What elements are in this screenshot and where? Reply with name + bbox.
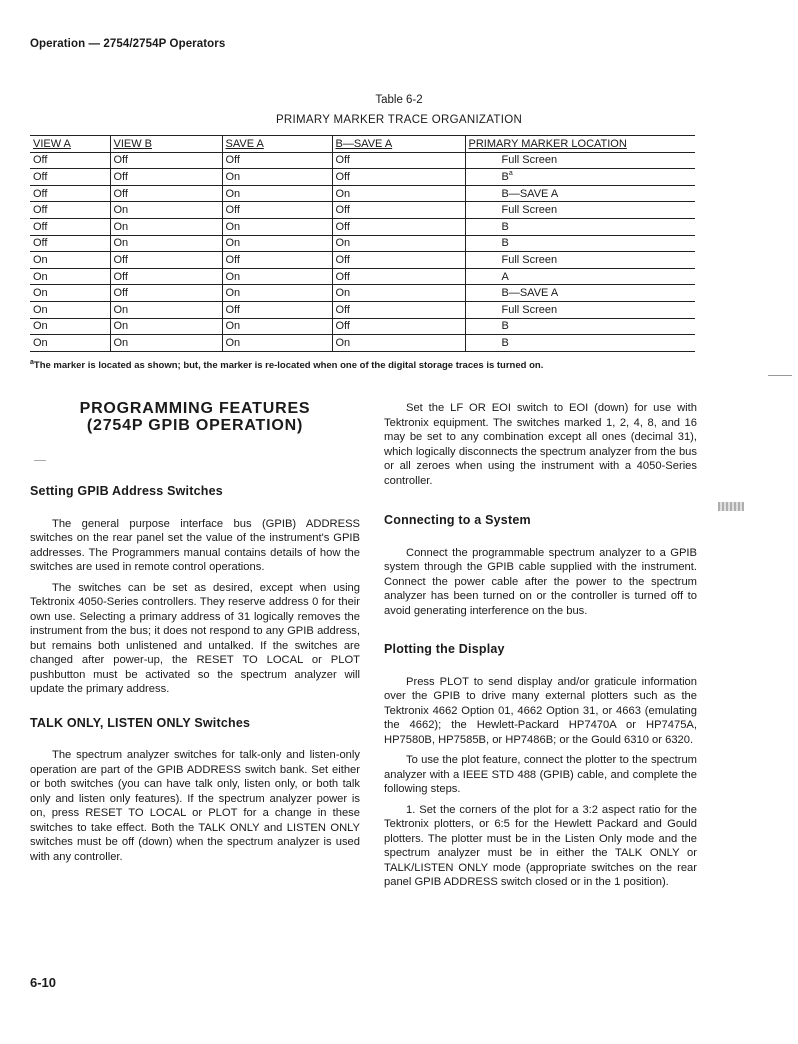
table-cell: On [110,335,222,352]
cell-text: A [501,270,509,283]
cell-text: B—SAVE A [501,187,559,200]
stray-dash [34,460,46,461]
table-footnote [30,359,543,371]
column-header: VIEW A [30,136,110,153]
table-row [30,285,695,302]
cell-text: Full Screen [501,253,558,266]
table-cell [465,185,695,202]
table-cell: Off [110,152,222,169]
footnote-ref: a [508,170,513,178]
cell-text: B [501,171,509,184]
table-cell: On [222,285,332,302]
heading-plotting: Plotting the Display [384,642,505,656]
table-row [30,235,695,252]
table-cell: On [222,335,332,352]
table-row [30,335,695,352]
cell-text: B—SAVE A [501,287,559,300]
table-cell: On [222,185,332,202]
table-cell: Off [30,169,110,186]
table-cell: On [110,318,222,335]
table-cell: Off [110,252,222,269]
table-cell: On [332,285,465,302]
column-header: PRIMARY MARKER LOCATION [465,136,695,153]
table-cell: On [30,285,110,302]
table-cell: On [222,235,332,252]
table-cell: On [332,335,465,352]
table-body [30,152,695,351]
table-cell: Off [222,202,332,219]
table-cell: On [222,268,332,285]
column-header: VIEW B [110,136,222,153]
para-plot-3: 1. Set the corners of the plot for a 3:2 aspect ratio for the Tektronix plotters, or 6:5 for the Hewlett Packard and Gould plotters. The plotter must be in the Listen Only mode and the spectrum analyzer must be in either the TALK ONLY or TALK/LISTEN ONLY mode (appropriate switches on the rear panel GPIB ADDRESS switch closed or in the 1 position). [384,803,697,888]
table-cell: On [30,301,110,318]
table-row [30,252,695,269]
table-cell: Off [110,268,222,285]
para-plot-1: Press PLOT to send display and/or graticule information over the GPIB to drive many external plotters such as the Tektronix 4662 Option 01, 4662 Option 31, or 4663 (emulating the 4662); the Hewlett-Packard HP7470A or HP7475A, HP7580B, HP7585B, or HP7486B; or the Gould 6310 or 6320. [384,675,697,746]
para-plot-2: To use the plot feature, connect the plotter to the spectrum analyzer with a IEEE STD 488 (GPIB) cable, and complete the following steps. [384,754,697,795]
table-cell: Off [222,301,332,318]
table-header-row [30,136,695,153]
cell-text: Full Screen [501,303,558,316]
table-cell: Off [332,202,465,219]
cell-text: Full Screen [501,154,558,167]
margin-mark [768,375,792,376]
table-cell [465,202,695,219]
cell-text: B [501,320,509,333]
running-header: Operation — 2754/2754P Operators [30,38,226,50]
table-row [30,218,695,235]
table-cell: Off [110,285,222,302]
table-cell: Off [332,169,465,186]
table-row [30,185,695,202]
table-cell: Off [30,218,110,235]
table-row [30,169,695,186]
table-cell: On [110,218,222,235]
table-cell: Off [30,235,110,252]
footnote-marker: a [30,359,34,366]
table-cell: Off [332,152,465,169]
left-column [30,397,360,864]
cell-text: B [501,237,509,250]
table-cell: Off [222,152,332,169]
heading-talk-listen: TALK ONLY, LISTEN ONLY Switches [30,715,251,730]
table-row [30,301,695,318]
heading-connecting: Connecting to a System [384,513,531,527]
table-cell: Off [222,252,332,269]
column-header: B—SAVE A [332,136,465,153]
table-cell: Off [332,252,465,269]
margin-smudge [718,502,744,511]
cell-text: B [501,220,509,233]
heading-gpib-address: Setting GPIB Address Switches [30,484,223,498]
cell-text: B [501,336,509,349]
table-row [30,268,695,285]
table-cell: Off [30,202,110,219]
cell-text: Full Screen [501,204,558,217]
table-cell: On [110,235,222,252]
para-lf-eoi: Set the LF OR EOI switch to EOI (down) for use with Tektronix equipment. The switches marked 1, 2, 4, 8, and 16 may be set to any combination except all ones (decimal 31), which logically disconnects the spectrum analyzer from the bus or all zeroes when using the instrument with a 4050-Series controller. [384,402,697,487]
footnote-text: The marker is located as shown; but, the marker is re-located when one of the digital storage traces is turned on. [33,360,544,371]
table-cell: On [332,235,465,252]
para-address-1: The general purpose interface bus (GPIB) ADDRESS switches on the rear panel set the value of the instrument's GPIB addresses. The Programmers manual contains details of how the switches are used in remote control operations. [30,517,360,573]
para-talk-listen: The spectrum analyzer switches for talk-only and listen-only operation are part of the GPIB ADDRESS switch bank. Set either or both switches (you can have talk only, listen only, or both talk only and listen only features). If the spectrum analyzer power is on, press RESET TO LOCAL or PLOT for a change in these switches to take effect. Both the TALK ONLY and LISTEN ONLY switches must be off (down) when the spectrum analyzer is used with any controller. [30,749,360,863]
table-cell [465,218,695,235]
table-cell: Off [332,268,465,285]
table-title: PRIMARY MARKER TRACE ORGANIZATION [275,114,523,126]
table-cell: Off [110,169,222,186]
table-cell: Off [332,301,465,318]
table-cell [465,285,695,302]
table-cell: On [30,268,110,285]
table-row [30,318,695,335]
table-cell: On [222,318,332,335]
table-cell: On [30,252,110,269]
table-cell: Off [30,185,110,202]
table-cell [465,252,695,269]
table-cell [465,335,695,352]
table-cell: On [30,318,110,335]
table-cell [465,301,695,318]
table-cell: On [222,218,332,235]
para-address-2: The switches can be set as desired, except when using Tektronix 4050-Series controllers. They reserve address 0 for their own use. Selecting a primary address of 31 logically removes the instrument from the bus; it does not respond to any GPIB address, but remains both unlistened and untalked. If the switches are changed after power-up, the RESET TO LOCAL or PLOT pushbutton must be activated so the spectrum analyzer will update the primary address. [30,581,360,695]
right-column [384,397,697,890]
table-cell [465,318,695,335]
primary-marker-table [30,135,695,352]
table-cell [465,235,695,252]
section-title: PROGRAMMING FEATURES [79,400,311,417]
table-row [30,152,695,169]
table-cell [465,268,695,285]
table-cell [465,152,695,169]
para-connecting: Connect the programmable spectrum analyzer to a GPIB system through the GPIB cable supplied with the instrument. Connect the power cable after the power to the spectrum analyzer has been turned on or the controller is turned off to avoid generating interference on the bus. [384,546,697,617]
page-number: 6-10 [30,975,57,990]
table-cell: On [110,301,222,318]
table-row [30,202,695,219]
column-header: SAVE A [222,136,332,153]
table-cell: Off [332,318,465,335]
table-cell: Off [110,185,222,202]
section-subtitle: (2754P GPIB OPERATION) [86,417,304,434]
table-number: Table 6-2 [375,94,423,106]
table-cell: Off [30,152,110,169]
table-cell: On [110,202,222,219]
table-cell: On [30,335,110,352]
table-cell [465,169,695,186]
table-cell: On [332,185,465,202]
table-cell: Off [332,218,465,235]
table-cell: On [222,169,332,186]
